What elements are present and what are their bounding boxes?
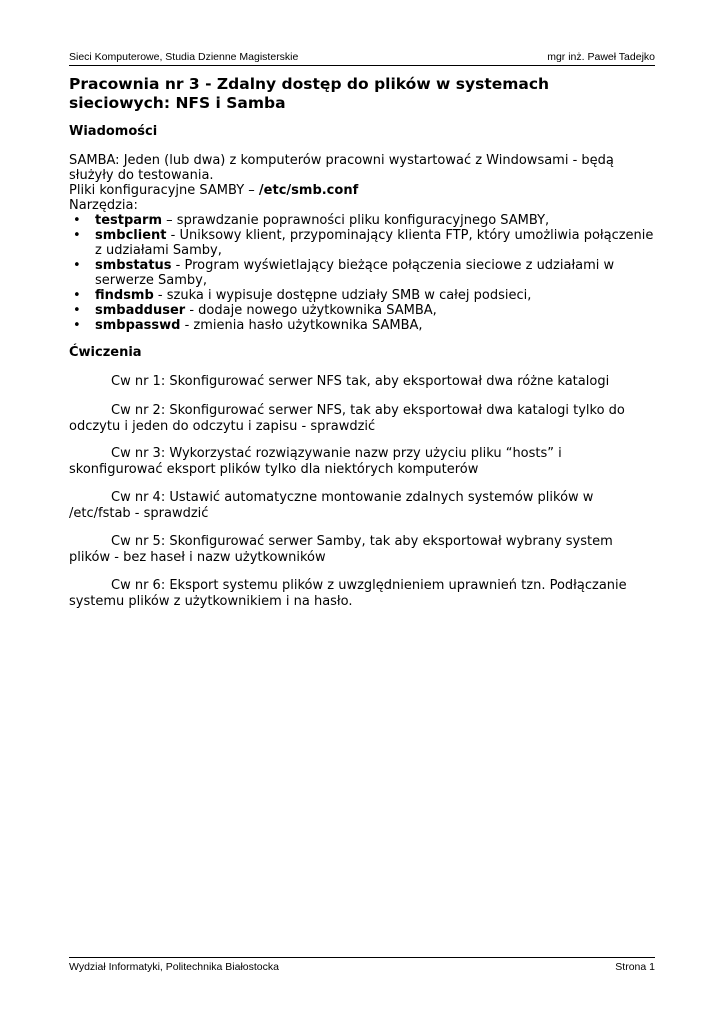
exercise-6: Cw nr 6: Eksport systemu plików z uwzględnieniem uprawnień tzn. Podłączanie systemu plików z użytkownikiem i na hasło.	[69, 578, 627, 609]
bullet-icon: •	[73, 318, 81, 333]
config-path: /etc/smb.conf	[258, 183, 359, 198]
page-header	[69, 51, 655, 66]
tool-name: testparm	[95, 213, 163, 228]
list-item	[69, 213, 655, 228]
intro-block	[69, 153, 655, 333]
footer-faculty: Wydział Informatyki, Politechnika Białostocka	[69, 961, 279, 973]
samba-paragraph: SAMBA: Jeden (lub dwa) z komputerów pracowni wystartować z Windowsami - będą służyły do testowania.	[69, 153, 614, 183]
bullet-icon: •	[73, 213, 81, 228]
list-item	[69, 258, 655, 288]
bullet-icon: •	[73, 228, 81, 243]
tool-name: findsmb	[95, 288, 154, 303]
list-item	[69, 303, 655, 318]
tool-desc: - zmienia hasło użytkownika SAMBA,	[180, 318, 423, 333]
tool-desc: - szuka i wypisuje dostępne udziały SMB w całej podsieci,	[153, 288, 532, 303]
tool-name: smbstatus	[95, 258, 172, 273]
exercise-4: Cw nr 4: Ustawić automatyczne montowanie zdalnych systemów plików w /etc/fstab - sprawdzić	[69, 490, 594, 521]
tool-name: smbpasswd	[95, 318, 181, 333]
tool-name: smbadduser	[95, 303, 186, 318]
tools-list	[69, 213, 655, 333]
bullet-icon: •	[73, 303, 81, 318]
section-heading-cwiczenia: Ćwiczenia	[69, 345, 142, 360]
tool-desc: - Program wyświetlający bieżące połączenia sieciowe z udziałami w serwerze Samby,	[95, 258, 615, 288]
config-prefix: Pliki konfiguracyjne SAMBY –	[69, 183, 259, 198]
tool-desc: - Uniksowy klient, przypominający klienta FTP, który umożliwia połączenie z udziałami Samby,	[95, 228, 654, 258]
header-course: Sieci Komputerowe, Studia Dzienne Magisterskie	[69, 51, 299, 63]
header-author: mgr inż. Paweł Tadejko	[547, 51, 655, 63]
list-item	[69, 318, 655, 333]
section-heading-wiadomosci: Wiadomości	[69, 124, 158, 139]
page-number: Strona 1	[615, 961, 655, 973]
document-title: Pracownia nr 3 - Zdalny dostęp do plików w systemach sieciowych: NFS i Samba	[69, 75, 550, 112]
tools-label: Narzędzia:	[69, 198, 138, 213]
page-footer	[69, 957, 655, 973]
exercise-2: Cw nr 2: Skonfigurować serwer NFS, tak aby eksportował dwa katalogi tylko do odczytu i jeden do odczytu i zapisu - sprawdzić	[69, 403, 625, 434]
exercise-5: Cw nr 5: Skonfigurować serwer Samby, tak aby eksportował wybrany system plików - bez haseł i nazw użytkowników	[69, 534, 613, 565]
tool-desc: - dodaje nowego użytkownika SAMBA,	[185, 303, 437, 318]
bullet-icon: •	[73, 258, 81, 273]
exercise-1: Cw nr 1: Skonfigurować serwer NFS tak, aby eksportował dwa różne katalogi	[111, 374, 610, 389]
list-item	[69, 228, 655, 258]
exercise-3: Cw nr 3: Wykorzystać rozwiązywanie nazw przy użyciu pliku “hosts” i skonfigurować eksport plików tylko dla niektórych komputerów	[69, 446, 562, 477]
tool-desc: – sprawdzanie poprawności pliku konfiguracyjnego SAMBY,	[162, 213, 550, 228]
config-line	[69, 183, 655, 198]
list-item	[69, 288, 655, 303]
bullet-icon: •	[73, 288, 81, 303]
tool-name: smbclient	[95, 228, 167, 243]
